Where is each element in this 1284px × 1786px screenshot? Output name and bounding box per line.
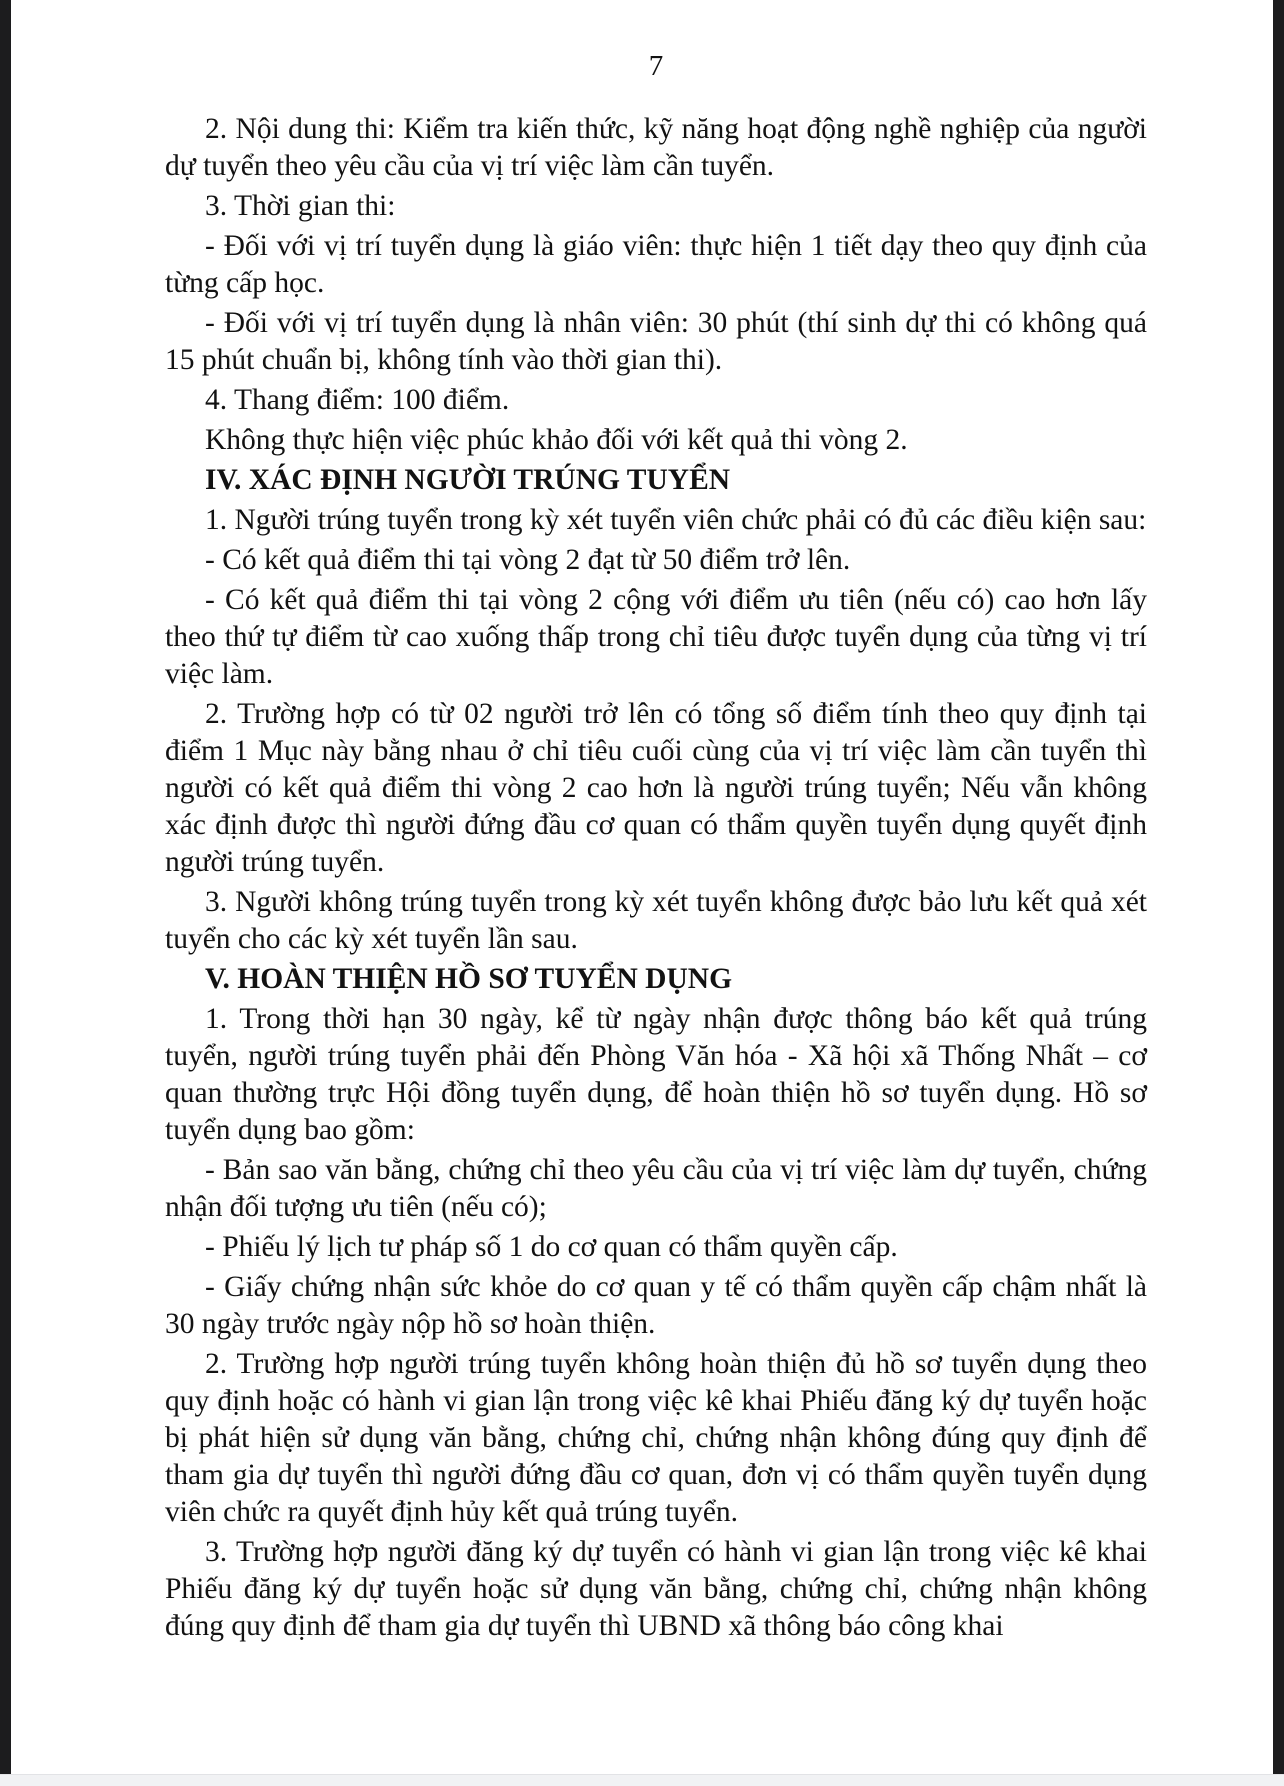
section-heading: V. HOÀN THIỆN HỒ SƠ TUYỂN DỤNG <box>205 963 733 995</box>
paragraph: - Bản sao văn bằng, chứng chỉ theo yêu cầu của vị trí việc làm dự tuyển, chứng nhận đối tượng ưu tiên (nếu có); <box>165 1154 1147 1223</box>
bottom-strip <box>0 1774 1284 1786</box>
paragraph: - Có kết quả điểm thi tại vòng 2 cộng với điểm ưu tiên (nếu có) cao hơn lấy theo thứ tự điểm từ cao xuống thấp trong chỉ tiêu được tuyển dụng của từng vị trí việc làm. <box>165 584 1147 690</box>
right-edge-bar <box>1273 0 1284 1774</box>
paragraph: 3. Thời gian thi: <box>205 190 396 222</box>
paragraph: - Có kết quả điểm thi tại vòng 2 đạt từ 50 điểm trở lên. <box>205 544 851 576</box>
paragraph: Không thực hiện việc phúc khảo đối với kết quả thi vòng 2. <box>205 424 908 456</box>
paragraph: - Phiếu lý lịch tư pháp số 1 do cơ quan có thẩm quyền cấp. <box>205 1231 898 1263</box>
paragraph: 3. Người không trúng tuyển trong kỳ xét tuyển không được bảo lưu kết quả xét tuyển cho các kỳ xét tuyển lần sau. <box>165 886 1147 955</box>
section-heading: IV. XÁC ĐỊNH NGƯỜI TRÚNG TUYỂN <box>205 464 731 496</box>
paragraph: 4. Thang điểm: 100 điểm. <box>205 384 510 416</box>
paragraph: 3. Trường hợp người đăng ký dự tuyển có hành vi gian lận trong việc kê khai Phiếu đăng ký dự tuyển hoặc sử dụng văn bằng, chứng chỉ, chứng nhận không đúng quy định để tham gia dự tuyển thì UBND xã thông báo công khai <box>165 1536 1147 1642</box>
paragraph: - Đối với vị trí tuyển dụng là giáo viên: thực hiện 1 tiết dạy theo quy định của từng cấp học. <box>165 230 1147 299</box>
left-edge-bar <box>0 0 11 1774</box>
paragraph: 1. Trong thời hạn 30 ngày, kể từ ngày nhận được thông báo kết quả trúng tuyển, người trúng tuyển phải đến Phòng Văn hóa - Xã hội xã Thống Nhất – cơ quan thường trực Hội đồng tuyển dụng, để hoàn thiện hồ sơ tuyển dụng. Hồ sơ tuyển dụng bao gồm: <box>165 1003 1147 1146</box>
paragraph: 2. Trường hợp có từ 02 người trở lên có tổng số điểm tính theo quy định tại điểm 1 Mục này bằng nhau ở chỉ tiêu cuối cùng của vị trí việc làm cần tuyển thì người có kết quả điểm thi vòng 2 cao hơn là người trúng tuyển; Nếu vẫn không xác định được thì người đứng đầu cơ quan có thẩm quyền tuyển dụng quyết định người trúng tuyển. <box>165 698 1147 878</box>
page-number: 7 <box>648 50 664 82</box>
paragraph: - Đối với vị trí tuyển dụng là nhân viên: 30 phút (thí sinh dự thi có không quá 15 phút chuẩn bị, không tính vào thời gian thi). <box>165 307 1147 376</box>
document-page <box>165 48 1147 1648</box>
paragraph: 2. Nội dung thi: Kiểm tra kiến thức, kỹ năng hoạt động nghề nghiệp của người dự tuyển theo yêu cầu của vị trí việc làm cần tuyển. <box>165 113 1147 182</box>
paragraph: 1. Người trúng tuyển trong kỳ xét tuyển viên chức phải có đủ các điều kiện sau: <box>205 504 1147 536</box>
document-body <box>165 111 1147 1645</box>
paragraph: - Giấy chứng nhận sức khỏe do cơ quan y tế có thẩm quyền cấp chậm nhất là 30 ngày trước ngày nộp hồ sơ hoàn thiện. <box>165 1271 1147 1340</box>
paragraph: 2. Trường hợp người trúng tuyển không hoàn thiện đủ hồ sơ tuyển dụng theo quy định hoặc có hành vi gian lận trong việc kê khai Phiếu đăng ký dự tuyển hoặc bị phát hiện sử dụng văn bằng, chứng chỉ, chứng nhận không đúng quy định để tham gia dự tuyển thì người đứng đầu cơ quan, đơn vị có thẩm quyền tuyển dụng viên chức ra quyết định hủy kết quả trúng tuyển. <box>165 1348 1147 1528</box>
